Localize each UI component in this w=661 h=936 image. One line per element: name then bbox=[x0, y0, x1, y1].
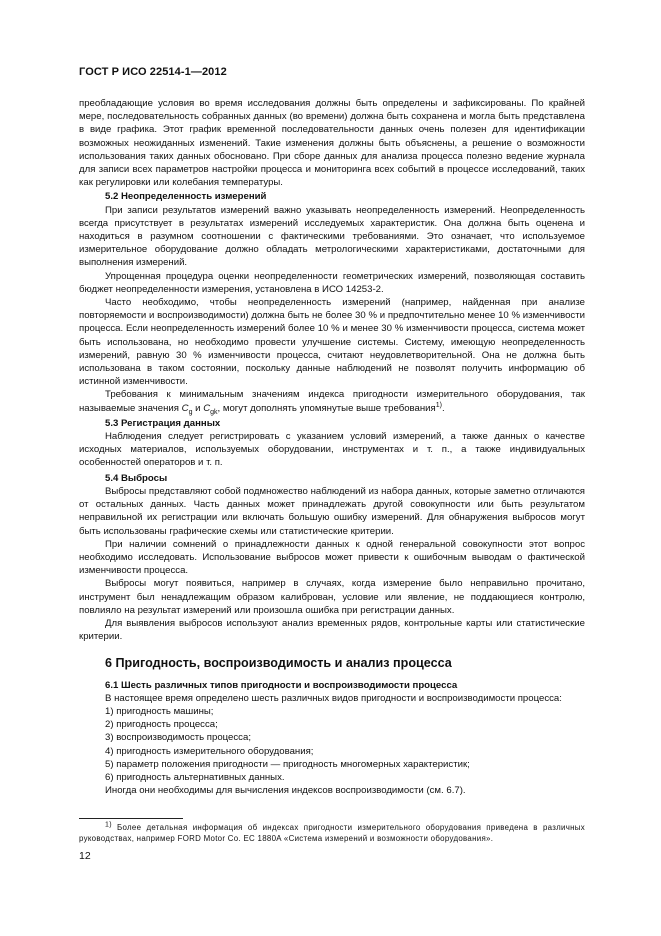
paragraph bbox=[79, 388, 585, 414]
section-5-3-heading: 5.3 Регистрация данных bbox=[105, 417, 221, 429]
symbol-c: C bbox=[181, 402, 189, 414]
list-item: 2) пригодность процесса; bbox=[105, 719, 218, 731]
paragraph: Упрощенная процедура оценки неопределенности геометрических измерений, позволяющая составить бюджет неопределенности измерения, установлена в ИСО 14253-2. bbox=[79, 270, 585, 295]
paragraph: Выбросы могут появиться, например в случаях, когда измерение было неправильно прочитано, инструмент был ненадлежащим образом калиброван, условие или явление, не поддающиеся контролю, повлияло на результат измерений или произошла ошибка при регистрации данных. bbox=[79, 578, 585, 616]
page-number: 12 bbox=[79, 850, 91, 862]
text-span: , могут дополнять упомянутые выше требования bbox=[217, 402, 436, 414]
paragraph: Для выявления выбросов используют анализ временных рядов, контрольные карты или статистические критерии. bbox=[79, 617, 585, 643]
section-6-1-heading: 6.1 Шесть различных типов пригодности и воспроизводимости процесса bbox=[105, 679, 458, 691]
subscript-g: g bbox=[188, 408, 193, 416]
document-header: ГОСТ Р ИСО 22514-1—2012 bbox=[79, 66, 227, 78]
symbol-c: C bbox=[203, 402, 211, 414]
paragraph: Иногда они необходимы для вычисления индексов воспроизводимости (см. 6.7). bbox=[105, 785, 466, 797]
paragraph: При наличии сомнений о принадлежности данных к одной генеральной совокупности этот вопрос необходимо исследовать. Использование выбросов может привести к ошибочным выводам о фактической изменчивости процесса. bbox=[79, 538, 585, 577]
list-item: 3) воспроизводимость процесса; bbox=[105, 732, 251, 744]
text-span: Требования к минимальным значениям индекса пригодности измерительного оборудования, так называемые значения bbox=[79, 389, 585, 414]
section-5-4-heading: 5.4 Выбросы bbox=[105, 472, 168, 484]
section-5-2-heading: 5.2 Неопределенность измерений bbox=[105, 191, 267, 203]
text-span: . bbox=[441, 402, 445, 414]
list-item: 5) параметр положения пригодности — пригодность многомерных характеристик; bbox=[105, 758, 470, 770]
paragraph: При записи результатов измерений важно указывать неопределенность измерений. Неопределенность всегда присутствует в результатах измерений исследуемых характеристик. Она должна быть оценена и находиться в разумном соотношении с фактическими требованиями. Это означает, что используемое измерительное оборудование должно обладать метрологическими характеристиками, достаточными для выполнения измерений. bbox=[79, 204, 585, 269]
list-item: 4) пригодность измерительного оборудования; bbox=[105, 745, 314, 757]
paragraph: Часто необходимо, чтобы неопределенность измерений (например, найденная при анализе повторяемости и воспроизводимости) должна быть не более 30 % и предпочтительно менее 10 % изменчивости процесса. Если неопределенность измерений более 10 % и менее 30 % изменчивости процесса, система может быть использована, но необходимо провести улучшение системы. Систему, имеющую неопределенность измерений, равную 30 % изменчивости процесса, считают неудовлетворительной. Она не должна быть использована в таком состоянии, поскольку данные наблюдений не позволят получить информацию об истинной изменчивости. bbox=[79, 297, 585, 388]
capability-types-list bbox=[79, 705, 585, 784]
paragraph: Наблюдения следует регистрировать с указанием условий измерений, а также данных о качестве исходных материалов, используемых оборудовании, инструментах и т. п., а также индивидуальных особенностей операторов и т. п. bbox=[79, 431, 585, 469]
footnote-text: Более детальная информация об индексах пригодности измерительного оборудования приведена в различных руководствах, например FORD Motor Co. EC 1880A «Система измерений и возможности оборудования». bbox=[79, 823, 585, 843]
list-item: 6) пригодность альтернативных данных. bbox=[105, 771, 285, 783]
paragraph: В настоящее время определено шесть различных видов пригодности и воспроизводимости процесса: bbox=[105, 692, 562, 704]
text-span: и bbox=[192, 402, 204, 414]
footnote bbox=[79, 822, 585, 844]
footnote-reference[interactable]: 1) bbox=[435, 401, 442, 409]
paragraph: преобладающие условия во время исследования должны быть определены и зафиксированы. По крайней мере, последовательность собранных данных (во времени) должна быть сохранена и могла быть представлена в виде графика. Этот график временной последовательности данных очень полезен для идентификации возможных неожиданных изменений. Такие изменения должны быть объяснены, а решение о возможности использования таких данных обосновано. При сборе данных для анализа процесса полезно ведение журнала для записи всех параметров настройки процесса и мониторинга всех событий в процессе исследований, таких как регулировки или колебания температуры. bbox=[79, 98, 585, 189]
main-text bbox=[79, 97, 585, 797]
footnote-marker: 1) bbox=[105, 821, 112, 829]
list-item: 1) пригодность машины; bbox=[105, 705, 214, 717]
subscript-gk: gk bbox=[210, 408, 218, 416]
paragraph: Выбросы представляют собой подмножество наблюдений из набора данных, которые заметно отличаются от остальных данных. Часть данных может принадлежать другой совокупности или быть результатом неправильной их регистрации или включать большую ошибку измерений. Для обнаружения выбросов могут быть использованы графические схемы или статистические критерии. bbox=[79, 485, 585, 537]
footnote-divider bbox=[79, 818, 183, 819]
section-6-heading: 6 Пригодность, воспроизводимость и анализ процесса bbox=[105, 656, 452, 671]
